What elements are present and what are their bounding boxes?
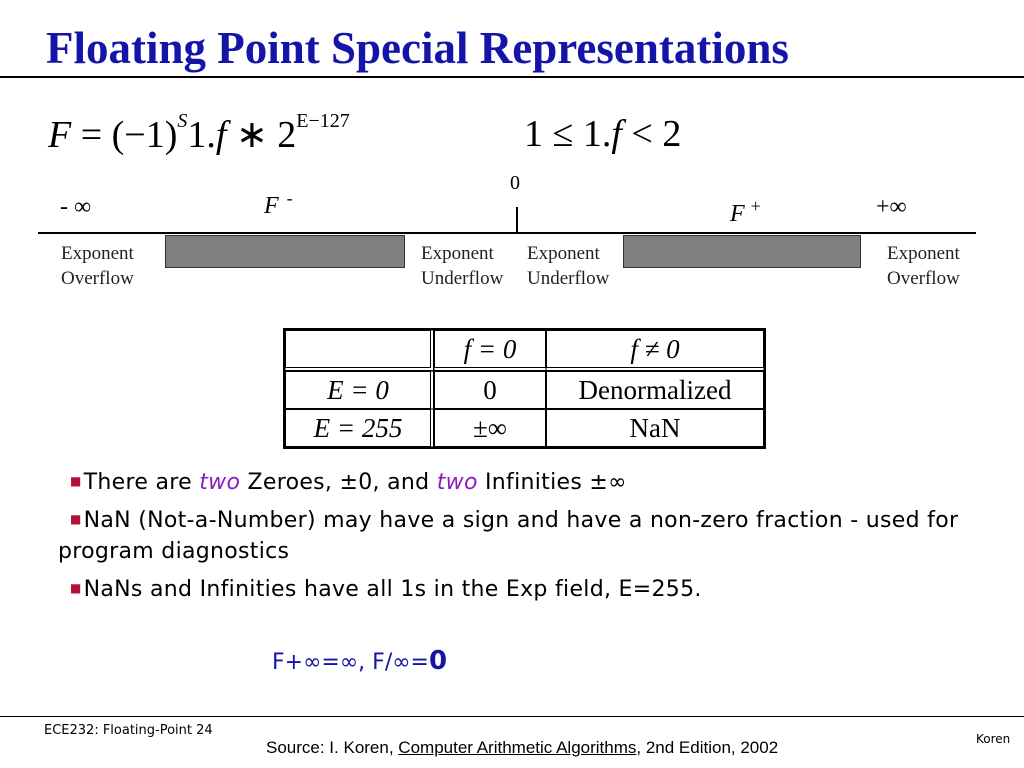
bullet-item: [70, 466, 990, 498]
float-formula: [48, 112, 350, 157]
special-values-table: [283, 328, 766, 449]
formula-mid: 1.: [187, 114, 216, 156]
table-row: [285, 409, 764, 447]
formula-f: f: [215, 114, 227, 156]
number-line-axis: [38, 232, 976, 234]
zero-tick: [516, 207, 518, 232]
f-plus-text: F: [730, 201, 745, 227]
region-line1: Exponent: [61, 243, 134, 264]
f-minus-text: F: [264, 193, 279, 219]
ineq-f: f: [611, 113, 622, 155]
footer-course: ECE232: Floating-Point 24: [44, 723, 213, 738]
ineq-right: < 2: [621, 113, 682, 155]
f-plus-label: [730, 196, 761, 228]
region-line2: Underflow: [527, 268, 610, 289]
bullet-text: There are: [83, 470, 200, 495]
source-book-link[interactable]: Computer Arithmetic Algorithms: [398, 738, 637, 757]
f-plus-sup: +: [750, 196, 761, 216]
source-citation: [266, 738, 778, 758]
formula-eq: = (−1): [71, 114, 178, 156]
bullet-text: Zeroes, ±0, and: [240, 470, 437, 495]
footer-divider: [0, 716, 1024, 717]
bullet-square-icon: ■: [70, 581, 82, 595]
region-pos-overflow: [887, 241, 960, 291]
bullet-item: [70, 573, 990, 605]
zero-label: 0: [510, 172, 520, 194]
formula-exp-s: S: [177, 110, 188, 133]
f-minus-sup: -: [286, 188, 293, 208]
bullet-item: [58, 504, 990, 567]
bullet-emphasis: two: [199, 470, 241, 495]
formula-lhs: F: [48, 114, 72, 156]
mantissa-inequality: [524, 112, 681, 156]
equation-text: F+∞=∞, F/∞=: [272, 650, 429, 675]
bullet-emphasis: two: [436, 470, 478, 495]
region-line2: Underflow: [421, 268, 504, 289]
positive-normalized-range: [623, 235, 861, 268]
pos-infinity-label: +∞: [876, 194, 907, 220]
region-line1: Exponent: [421, 243, 494, 264]
region-pos-underflow: [527, 241, 609, 291]
negative-normalized-range: [165, 235, 405, 268]
table-cell: E = 255: [285, 409, 434, 447]
bullet-square-icon: ■: [70, 474, 82, 488]
title-divider: [0, 76, 1024, 78]
source-text: Source: I. Koren,: [266, 738, 399, 757]
table-cell: f ≠ 0: [546, 330, 764, 371]
region-line1: Exponent: [887, 243, 960, 264]
bullet-text: Infinities ±∞: [477, 470, 627, 495]
region-neg-overflow: [61, 241, 134, 291]
infinity-equation: [272, 646, 447, 676]
bullet-square-icon: ■: [70, 512, 82, 526]
ineq-left: 1 ≤ 1.: [524, 113, 612, 155]
region-line1: Exponent: [527, 243, 600, 264]
table-header-row: [285, 330, 764, 371]
slide-title: Floating Point Special Representations: [46, 23, 789, 73]
table-cell: NaN: [546, 409, 764, 447]
table-cell: Denormalized: [546, 371, 764, 409]
table-row: [285, 371, 764, 409]
table-cell: ±∞: [434, 409, 546, 447]
table-cell: [285, 330, 434, 371]
bullet-text: NaNs and Infinities have all 1s in the Exp field, E=255.: [83, 577, 702, 602]
f-minus-label: [264, 188, 293, 220]
footer-author: Koren: [976, 732, 1011, 746]
region-line2: Overflow: [887, 268, 960, 289]
table-cell: 0: [434, 371, 546, 409]
region-line2: Overflow: [61, 268, 134, 289]
source-text: , 2nd Edition, 2002: [636, 738, 779, 757]
bullet-text: NaN (Not-a-Number) may have a sign and have a non-zero fraction - used for program diagnostics: [58, 508, 959, 564]
equation-bold-zero: 0: [429, 646, 448, 676]
formula-star: ∗ 2: [226, 114, 297, 156]
neg-infinity-label: - ∞: [60, 194, 92, 220]
formula-exp: E−127: [296, 110, 350, 133]
table-cell: E = 0: [285, 371, 434, 409]
bullet-list: [58, 466, 990, 611]
region-neg-underflow: [421, 241, 503, 291]
table-cell: f = 0: [434, 330, 546, 371]
